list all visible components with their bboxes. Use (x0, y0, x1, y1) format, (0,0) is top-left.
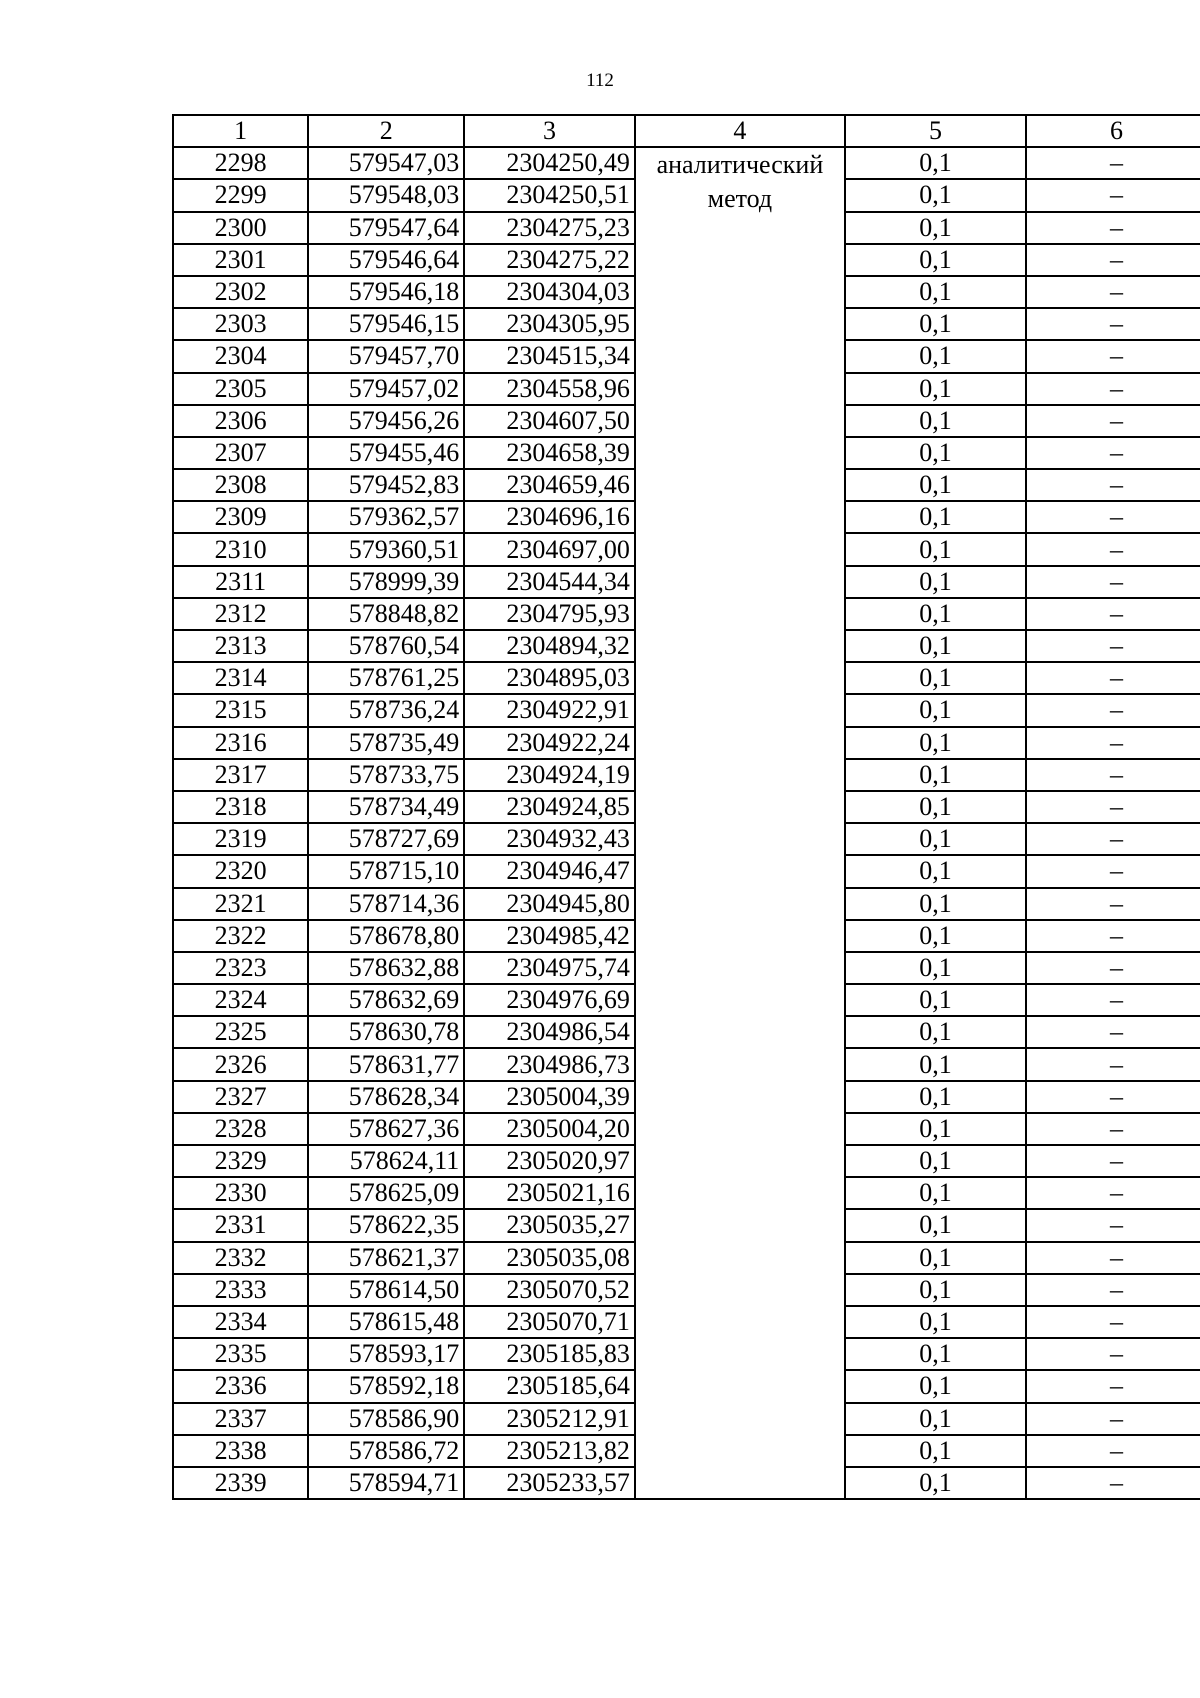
y-coordinate-cell: 2304922,24 (464, 727, 635, 759)
x-coordinate-cell: 579457,02 (308, 373, 464, 405)
point-number-cell: 2312 (173, 598, 308, 630)
point-number-cell: 2319 (173, 823, 308, 855)
accuracy-cell: 0,1 (845, 1338, 1026, 1370)
point-number-cell: 2330 (173, 1177, 308, 1209)
accuracy-cell: 0,1 (845, 888, 1026, 920)
note-cell: – (1026, 1274, 1200, 1306)
page-number: 112 (586, 70, 614, 91)
accuracy-cell: 0,1 (845, 1467, 1026, 1499)
x-coordinate-cell: 578594,71 (308, 1467, 464, 1499)
y-coordinate-cell: 2304544,34 (464, 566, 635, 598)
accuracy-cell: 0,1 (845, 1145, 1026, 1177)
y-coordinate-cell: 2304922,91 (464, 694, 635, 726)
x-coordinate-cell: 579546,64 (308, 244, 464, 276)
x-coordinate-cell: 579546,18 (308, 276, 464, 308)
x-coordinate-cell: 578848,82 (308, 598, 464, 630)
accuracy-cell: 0,1 (845, 1403, 1026, 1435)
point-number-cell: 2313 (173, 630, 308, 662)
note-cell: – (1026, 1435, 1200, 1467)
note-cell: – (1026, 920, 1200, 952)
point-number-cell: 2304 (173, 340, 308, 372)
point-number-cell: 2335 (173, 1338, 308, 1370)
x-coordinate-cell: 579452,83 (308, 469, 464, 501)
y-coordinate-cell: 2304250,49 (464, 147, 635, 179)
x-coordinate-cell: 578714,36 (308, 888, 464, 920)
point-number-cell: 2299 (173, 179, 308, 211)
x-coordinate-cell: 579455,46 (308, 437, 464, 469)
note-cell: – (1026, 727, 1200, 759)
x-coordinate-cell: 579360,51 (308, 533, 464, 565)
x-coordinate-cell: 578760,54 (308, 630, 464, 662)
y-coordinate-cell: 2304305,95 (464, 308, 635, 340)
note-cell: – (1026, 373, 1200, 405)
note-cell: – (1026, 1145, 1200, 1177)
point-number-cell: 2329 (173, 1145, 308, 1177)
point-number-cell: 2310 (173, 533, 308, 565)
y-coordinate-cell: 2304250,51 (464, 179, 635, 211)
x-coordinate-cell: 578593,17 (308, 1338, 464, 1370)
x-coordinate-cell: 578727,69 (308, 823, 464, 855)
x-coordinate-cell: 578733,75 (308, 759, 464, 791)
note-cell: – (1026, 598, 1200, 630)
note-cell: – (1026, 952, 1200, 984)
point-number-cell: 2306 (173, 405, 308, 437)
note-cell: – (1026, 1242, 1200, 1274)
column-header: 3 (464, 115, 635, 147)
y-coordinate-cell: 2304894,32 (464, 630, 635, 662)
y-coordinate-cell: 2304658,39 (464, 437, 635, 469)
x-coordinate-cell: 578761,25 (308, 662, 464, 694)
x-coordinate-cell: 579547,64 (308, 212, 464, 244)
point-number-cell: 2300 (173, 212, 308, 244)
accuracy-cell: 0,1 (845, 533, 1026, 565)
x-coordinate-cell: 578624,11 (308, 1145, 464, 1177)
y-coordinate-cell: 2304696,16 (464, 501, 635, 533)
x-coordinate-cell: 578632,88 (308, 952, 464, 984)
note-cell: – (1026, 533, 1200, 565)
y-coordinate-cell: 2305233,57 (464, 1467, 635, 1499)
x-coordinate-cell: 578622,35 (308, 1209, 464, 1241)
accuracy-cell: 0,1 (845, 1306, 1026, 1338)
note-cell: – (1026, 1177, 1200, 1209)
coordinates-table (172, 114, 1200, 1500)
note-cell: – (1026, 984, 1200, 1016)
note-cell: – (1026, 179, 1200, 211)
table-row (173, 147, 1200, 179)
note-cell: – (1026, 437, 1200, 469)
accuracy-cell: 0,1 (845, 630, 1026, 662)
x-coordinate-cell: 579546,15 (308, 308, 464, 340)
note-cell: – (1026, 566, 1200, 598)
y-coordinate-cell: 2304986,73 (464, 1048, 635, 1080)
point-number-cell: 2302 (173, 276, 308, 308)
accuracy-cell: 0,1 (845, 1242, 1026, 1274)
column-header: 6 (1026, 115, 1200, 147)
y-coordinate-cell: 2304945,80 (464, 888, 635, 920)
accuracy-cell: 0,1 (845, 1177, 1026, 1209)
accuracy-cell: 0,1 (845, 469, 1026, 501)
y-coordinate-cell: 2304607,50 (464, 405, 635, 437)
x-coordinate-cell: 578621,37 (308, 1242, 464, 1274)
accuracy-cell: 0,1 (845, 147, 1026, 179)
note-cell: – (1026, 469, 1200, 501)
accuracy-cell: 0,1 (845, 501, 1026, 533)
accuracy-cell: 0,1 (845, 694, 1026, 726)
y-coordinate-cell: 2305185,64 (464, 1370, 635, 1402)
y-coordinate-cell: 2304924,19 (464, 759, 635, 791)
y-coordinate-cell: 2305004,20 (464, 1113, 635, 1145)
y-coordinate-cell: 2304924,85 (464, 791, 635, 823)
note-cell: – (1026, 1016, 1200, 1048)
point-number-cell: 2325 (173, 1016, 308, 1048)
accuracy-cell: 0,1 (845, 1113, 1026, 1145)
point-number-cell: 2301 (173, 244, 308, 276)
x-coordinate-cell: 578586,72 (308, 1435, 464, 1467)
accuracy-cell: 0,1 (845, 855, 1026, 887)
note-cell: – (1026, 855, 1200, 887)
accuracy-cell: 0,1 (845, 1016, 1026, 1048)
accuracy-cell: 0,1 (845, 1435, 1026, 1467)
point-number-cell: 2316 (173, 727, 308, 759)
y-coordinate-cell: 2305020,97 (464, 1145, 635, 1177)
x-coordinate-cell: 578628,34 (308, 1081, 464, 1113)
method-cell: аналитический метод (635, 147, 845, 1499)
note-cell: – (1026, 1113, 1200, 1145)
point-number-cell: 2320 (173, 855, 308, 887)
note-cell: – (1026, 501, 1200, 533)
accuracy-cell: 0,1 (845, 373, 1026, 405)
x-coordinate-cell: 578592,18 (308, 1370, 464, 1402)
accuracy-cell: 0,1 (845, 952, 1026, 984)
y-coordinate-cell: 2304304,03 (464, 276, 635, 308)
y-coordinate-cell: 2304976,69 (464, 984, 635, 1016)
x-coordinate-cell: 578736,24 (308, 694, 464, 726)
accuracy-cell: 0,1 (845, 276, 1026, 308)
accuracy-cell: 0,1 (845, 598, 1026, 630)
y-coordinate-cell: 2305021,16 (464, 1177, 635, 1209)
accuracy-cell: 0,1 (845, 823, 1026, 855)
x-coordinate-cell: 578586,90 (308, 1403, 464, 1435)
point-number-cell: 2333 (173, 1274, 308, 1306)
x-coordinate-cell: 578614,50 (308, 1274, 464, 1306)
column-header: 5 (845, 115, 1026, 147)
point-number-cell: 2314 (173, 662, 308, 694)
point-number-cell: 2317 (173, 759, 308, 791)
point-number-cell: 2331 (173, 1209, 308, 1241)
note-cell: – (1026, 1467, 1200, 1499)
point-number-cell: 2322 (173, 920, 308, 952)
point-number-cell: 2336 (173, 1370, 308, 1402)
point-number-cell: 2324 (173, 984, 308, 1016)
accuracy-cell: 0,1 (845, 566, 1026, 598)
note-cell: – (1026, 791, 1200, 823)
point-number-cell: 2315 (173, 694, 308, 726)
x-coordinate-cell: 578625,09 (308, 1177, 464, 1209)
x-coordinate-cell: 578615,48 (308, 1306, 464, 1338)
note-cell: – (1026, 630, 1200, 662)
note-cell: – (1026, 1338, 1200, 1370)
y-coordinate-cell: 2304946,47 (464, 855, 635, 887)
note-cell: – (1026, 212, 1200, 244)
x-coordinate-cell: 578627,36 (308, 1113, 464, 1145)
point-number-cell: 2326 (173, 1048, 308, 1080)
y-coordinate-cell: 2304975,74 (464, 952, 635, 984)
y-coordinate-cell: 2305035,08 (464, 1242, 635, 1274)
x-coordinate-cell: 579362,57 (308, 501, 464, 533)
accuracy-cell: 0,1 (845, 212, 1026, 244)
note-cell: – (1026, 759, 1200, 791)
note-cell: – (1026, 662, 1200, 694)
y-coordinate-cell: 2304659,46 (464, 469, 635, 501)
x-coordinate-cell: 578715,10 (308, 855, 464, 887)
point-number-cell: 2327 (173, 1081, 308, 1113)
accuracy-cell: 0,1 (845, 984, 1026, 1016)
y-coordinate-cell: 2305070,71 (464, 1306, 635, 1338)
x-coordinate-cell: 579456,26 (308, 405, 464, 437)
y-coordinate-cell: 2305070,52 (464, 1274, 635, 1306)
y-coordinate-cell: 2304986,54 (464, 1016, 635, 1048)
y-coordinate-cell: 2304932,43 (464, 823, 635, 855)
point-number-cell: 2311 (173, 566, 308, 598)
point-number-cell: 2303 (173, 308, 308, 340)
note-cell: – (1026, 147, 1200, 179)
point-number-cell: 2338 (173, 1435, 308, 1467)
y-coordinate-cell: 2304697,00 (464, 533, 635, 565)
x-coordinate-cell: 578735,49 (308, 727, 464, 759)
note-cell: – (1026, 244, 1200, 276)
note-cell: – (1026, 1081, 1200, 1113)
y-coordinate-cell: 2304558,96 (464, 373, 635, 405)
point-number-cell: 2321 (173, 888, 308, 920)
note-cell: – (1026, 694, 1200, 726)
point-number-cell: 2337 (173, 1403, 308, 1435)
note-cell: – (1026, 1048, 1200, 1080)
y-coordinate-cell: 2304895,03 (464, 662, 635, 694)
y-coordinate-cell: 2304515,34 (464, 340, 635, 372)
note-cell: – (1026, 1370, 1200, 1402)
column-header: 2 (308, 115, 464, 147)
x-coordinate-cell: 578632,69 (308, 984, 464, 1016)
point-number-cell: 2339 (173, 1467, 308, 1499)
x-coordinate-cell: 579457,70 (308, 340, 464, 372)
note-cell: – (1026, 308, 1200, 340)
note-cell: – (1026, 340, 1200, 372)
point-number-cell: 2323 (173, 952, 308, 984)
y-coordinate-cell: 2305004,39 (464, 1081, 635, 1113)
x-coordinate-cell: 578734,49 (308, 791, 464, 823)
accuracy-cell: 0,1 (845, 1370, 1026, 1402)
x-coordinate-cell: 578999,39 (308, 566, 464, 598)
point-number-cell: 2332 (173, 1242, 308, 1274)
x-coordinate-cell: 579548,03 (308, 179, 464, 211)
y-coordinate-cell: 2305035,27 (464, 1209, 635, 1241)
accuracy-cell: 0,1 (845, 662, 1026, 694)
point-number-cell: 2328 (173, 1113, 308, 1145)
y-coordinate-cell: 2305185,83 (464, 1338, 635, 1370)
point-number-cell: 2318 (173, 791, 308, 823)
accuracy-cell: 0,1 (845, 920, 1026, 952)
point-number-cell: 2309 (173, 501, 308, 533)
y-coordinate-cell: 2304795,93 (464, 598, 635, 630)
y-coordinate-cell: 2304275,22 (464, 244, 635, 276)
point-number-cell: 2307 (173, 437, 308, 469)
x-coordinate-cell: 578678,80 (308, 920, 464, 952)
accuracy-cell: 0,1 (845, 1048, 1026, 1080)
accuracy-cell: 0,1 (845, 437, 1026, 469)
accuracy-cell: 0,1 (845, 759, 1026, 791)
accuracy-cell: 0,1 (845, 179, 1026, 211)
point-number-cell: 2308 (173, 469, 308, 501)
note-cell: – (1026, 1306, 1200, 1338)
x-coordinate-cell: 579547,03 (308, 147, 464, 179)
accuracy-cell: 0,1 (845, 1274, 1026, 1306)
table-body (173, 115, 1200, 1499)
note-cell: – (1026, 276, 1200, 308)
y-coordinate-cell: 2304985,42 (464, 920, 635, 952)
accuracy-cell: 0,1 (845, 791, 1026, 823)
x-coordinate-cell: 578630,78 (308, 1016, 464, 1048)
y-coordinate-cell: 2305212,91 (464, 1403, 635, 1435)
table-header-row (173, 115, 1200, 147)
note-cell: – (1026, 405, 1200, 437)
y-coordinate-cell: 2305213,82 (464, 1435, 635, 1467)
point-number-cell: 2305 (173, 373, 308, 405)
note-cell: – (1026, 1209, 1200, 1241)
accuracy-cell: 0,1 (845, 308, 1026, 340)
y-coordinate-cell: 2304275,23 (464, 212, 635, 244)
note-cell: – (1026, 888, 1200, 920)
accuracy-cell: 0,1 (845, 340, 1026, 372)
note-cell: – (1026, 823, 1200, 855)
accuracy-cell: 0,1 (845, 405, 1026, 437)
accuracy-cell: 0,1 (845, 727, 1026, 759)
point-number-cell: 2298 (173, 147, 308, 179)
accuracy-cell: 0,1 (845, 1209, 1026, 1241)
column-header: 4 (635, 115, 845, 147)
column-header: 1 (173, 115, 308, 147)
x-coordinate-cell: 578631,77 (308, 1048, 464, 1080)
accuracy-cell: 0,1 (845, 244, 1026, 276)
accuracy-cell: 0,1 (845, 1081, 1026, 1113)
point-number-cell: 2334 (173, 1306, 308, 1338)
note-cell: – (1026, 1403, 1200, 1435)
